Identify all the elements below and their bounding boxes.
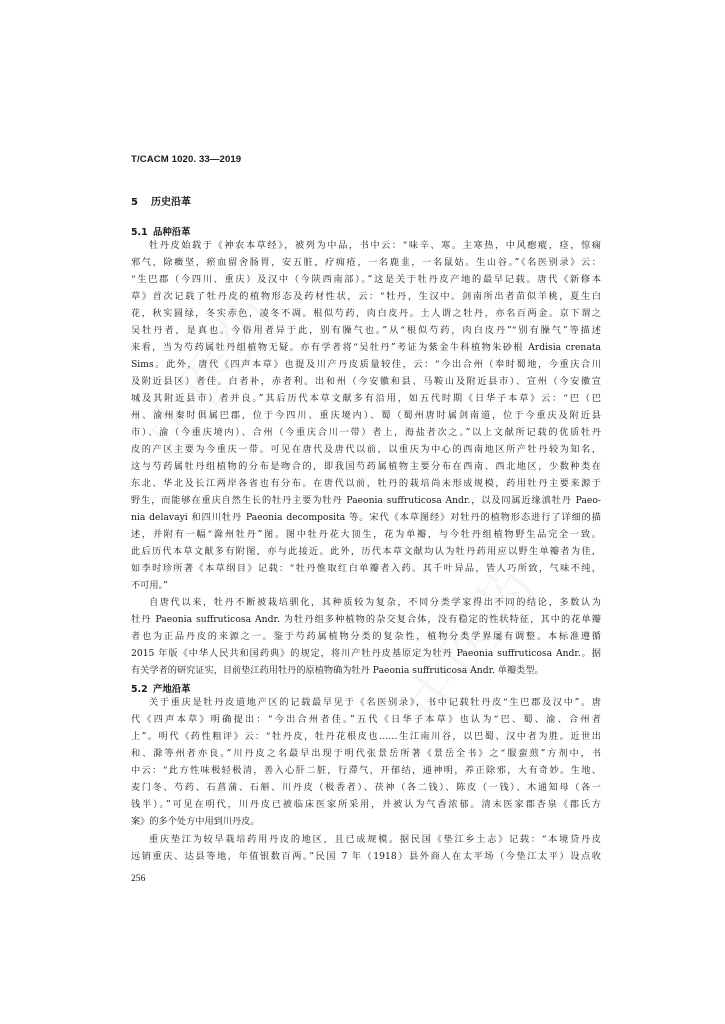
paragraph-taxonomy <box>131 594 601 679</box>
text-line: 来看，当为芍药属牡丹组植物无疑。亦有学者将“吴牡丹”考证为紫金牛科植物朱砂根 Ardisia crenata <box>131 342 601 353</box>
text-line: 邪气，除癥坚，瘀血留舍肠胃，安五脏，疗痈疮，一名鹿韭，一名鼠姑。生山谷。”《名医别录》云： <box>131 257 601 268</box>
text-line: 草》首次记载了牡丹皮的植物形态及药材性状，云：“牡丹，生汉中。剑南所出者苗似羊桃，夏生白 <box>131 291 601 302</box>
text-line: 城及其附近县市）者并良。”其后历代本草文献多有沿用，如五代时期《日华子本草》云：“巴（巴 <box>131 393 601 404</box>
page-number: 256 <box>131 873 146 884</box>
subsection-number: 5.1 <box>131 227 148 238</box>
text-line: 这与芍药属牡丹组植物的分布是吻合的，即我国芍药属植物主要分布在西南、西北地区，少数种类在 <box>131 461 601 472</box>
subsection-heading-5-1 <box>131 224 191 238</box>
paragraph-dianjiang <box>131 831 601 865</box>
text-line: 和、滁等州者亦良。”川丹皮之名最早出现于明代张景岳所著《景岳全书》之“服蛮煎”方剂中，书 <box>131 748 601 759</box>
text-line: 2015 年版《中华人民共和国药典》的规定，将川产牡丹皮基原定为牡丹 Paeonia suffruticosa Andr.。据 <box>131 648 601 659</box>
subsection-title: 产地沿革 <box>153 684 191 695</box>
text-line: 牡丹皮始载于《神农本草经》，被列为中品，书中云：“味辛、寒。主寒热，中风瘛瘲，痉，惊痫 <box>149 240 601 251</box>
subsection-heading-5-2 <box>131 681 191 695</box>
text-line: 代《四声本草》明确提出：“今出合州者佳。”五代《日华子本草》也认为“巴、蜀、渝、合州者 <box>131 714 601 725</box>
text-line: 牡丹 Paeonia suffruticosa Andr. 为牡丹组多种植物的杂交复合体，没有稳定的性状特征，其中的花单瓣 <box>131 614 601 625</box>
text-line: 不可用。” <box>131 580 168 591</box>
paragraph-origin-history <box>131 694 601 830</box>
text-line: nia delavayi 和四川牡丹 Paeonia decomposita 等。宋代《本草图经》对牡丹的植物形态进行了详细的描 <box>131 512 601 523</box>
text-line: 案》的多个处方中用到川丹皮。 <box>131 816 260 827</box>
text-line: 有关学者的研究证实，目前垫江药用牡丹的原植物确为牡丹 Paeonia suffruticosa Andr. 单瓣类型。 <box>131 665 544 676</box>
text-line: “生巴郡（今四川、重庆）及汉中（今陕西南部）。”这是关于牡丹皮产地的最早记载。唐代《新修本 <box>131 274 601 285</box>
text-line: 者也为正品丹皮的来源之一。鉴于芍药属植物分类的复杂性，植物分类学界屡有调整。本标准遵循 <box>131 631 601 642</box>
text-line: 述，并附有一幅“滁州牡丹”图。图中牡丹花大顶生，花为单瓣，与今牡丹组植物野生品完全一致。 <box>131 529 601 540</box>
text-line: 东北、华北及长江两岸各省也有分布。在唐代以前，牡丹的栽培尚未形成规模，药用牡丹主要来源于 <box>131 478 601 489</box>
text-line: 重庆垫江为较早栽培药用丹皮的地区，且已成规模。据民国《垫江乡土志》记载：“本境贷丹皮 <box>149 834 601 845</box>
section-number: 5 <box>131 197 138 208</box>
text-line: 此后历代本草文献多有附图，亦与此接近。此外，历代本草文献均认为牡丹药用应以野生单瓣者为佳， <box>131 546 601 557</box>
text-line: 远销重庆、达县等地，年值银数百两。”民国 7 年（1918）县外商人在太平场（今垫江太平）设点收 <box>131 851 601 862</box>
standard-code: T/CACM 1020. 33—2019 <box>131 154 242 165</box>
text-line: 关于重庆是牡丹皮道地产区的记载最早见于《名医别录》，书中记载牡丹皮“生巴郡及汉中”。唐 <box>149 697 601 708</box>
subsection-number: 5.2 <box>131 684 148 695</box>
text-line: 钱半）。”可见在明代，川丹皮已被临床医家所采用，并被认为气香浓郁。清末医家郡杏泉《郡氏方 <box>131 799 601 810</box>
text-line: 州、渝州秦时俱属巴郡，位于今四川、重庆境内）、蜀（蜀州唐时属剑南道，位于今重庆及附近县 <box>131 410 601 421</box>
text-line: 及附近县区）者佳。白者补，赤者利。出和州（今安徽和县、马鞍山及附近县市）、宣州（今安徽宣 <box>131 376 601 387</box>
text-line: 皮的产区主要为今重庆一带。可见在唐代及唐代以前，以重庆为中心的西南地区所产牡丹较为知名， <box>131 444 601 455</box>
text-line: 自唐代以来，牡丹不断被栽培驯化，其种质较为复杂，不同分类学家得出不同的结论，多数认为 <box>149 597 601 608</box>
text-line: 花，秋实圆绿，冬实赤色，凌冬不凋。根似芍药，肉白皮丹。土人谓之牡丹，亦名百两金。京下谓之 <box>131 308 601 319</box>
text-line: 上”。明代《药性粗评》云：“牡丹皮，牡丹花根皮也……生江南川谷，以巴蜀、汉中者为胜。近世出 <box>131 731 601 742</box>
text-line: 野生，而能够在重庆自然生长的牡丹主要为牡丹 Paeonia suffruticosa Andr.，以及同属近缘滇牡丹 Paeo- <box>131 495 601 506</box>
section-title: 历史沿革 <box>151 197 191 208</box>
paragraph-variety-history <box>131 237 601 594</box>
section-heading <box>131 193 191 208</box>
subsection-title: 品种沿革 <box>153 227 191 238</box>
text-line: 市）、渝（今重庆境内）、合州（今重庆合川一带）者上，海盐者次之。”以上文献所记载的优质牡丹 <box>131 427 601 438</box>
text-line: 吴牡丹者，是真也。今俗用者异于此，别有臊气也。”从“根似芍药，肉白皮丹”“别有臊气”等描述 <box>131 325 601 336</box>
text-line: Sims。此外，唐代《四声本草》也提及川产丹皮质量较佳，云：“今出合州（奉时蜀地，今重庆合川 <box>131 359 601 370</box>
text-line: 中云：“此方性味极轻极清，善入心肝二脏，行滞气，开郁结，通神明，养正除邪，大有奇妙。生地、 <box>131 765 601 776</box>
text-line: 如李时珍所著《本草纲目》记载：“牡丹惟取红白单瓣者入药。其千叶异品，皆人巧所致，气味不纯， <box>131 563 601 574</box>
text-line: 麦门冬、芍药、石菖蒲、石斛、川丹皮（极香者）、茯神（各二钱）、陈皮（一钱）、木通知母（各一 <box>131 782 601 793</box>
